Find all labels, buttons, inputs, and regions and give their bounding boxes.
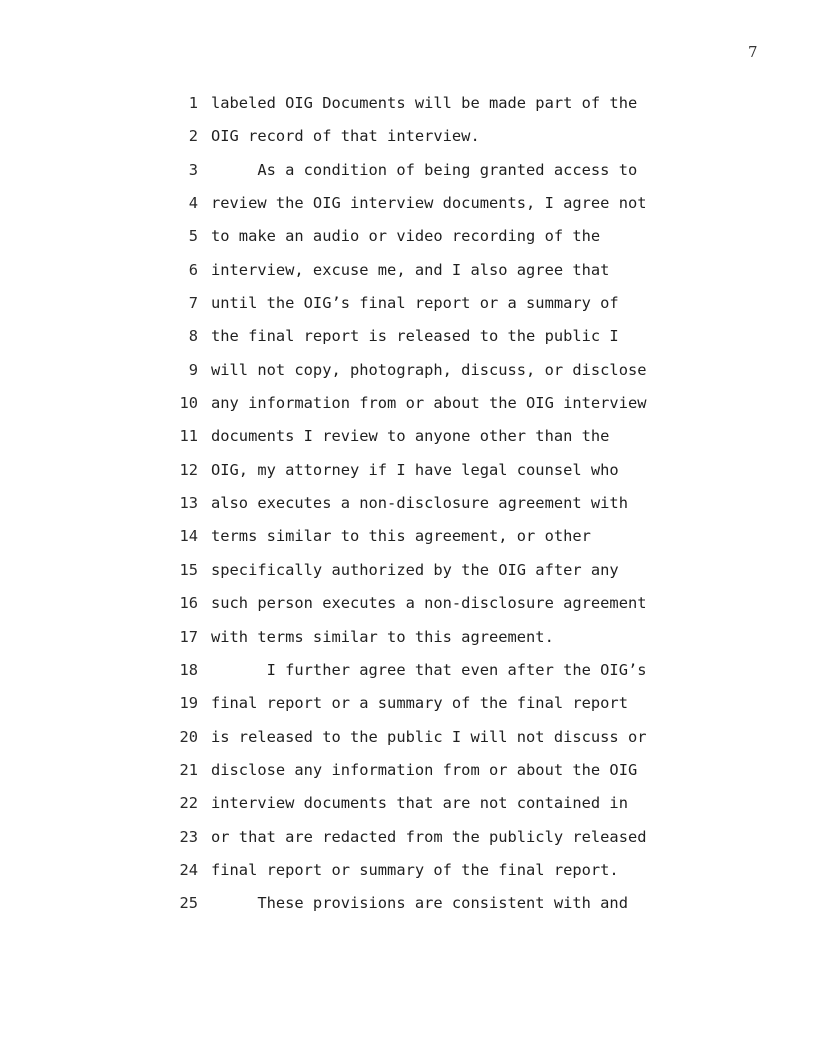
line-number: 1: [188, 94, 198, 112]
line-number: 6: [188, 260, 198, 279]
transcript-line: [174, 854, 694, 887]
line-text: As a condition of being granted access to: [211, 160, 638, 179]
transcript-line: [174, 87, 694, 120]
line-number: 22: [179, 794, 198, 813]
transcript-line: [174, 220, 694, 253]
transcript-line: [174, 387, 694, 420]
line-number: 12: [179, 460, 198, 479]
line-number: 20: [179, 727, 198, 746]
line-number: 14: [179, 527, 198, 546]
line-number: 8: [188, 327, 198, 346]
line-text: such person executes a non-disclosure agreement: [211, 594, 647, 613]
line-text: will not copy, photograph, discuss, or disclose: [211, 360, 647, 379]
transcript-body: [174, 87, 694, 921]
line-text: OIG, my attorney if I have legal counsel who: [211, 460, 619, 479]
line-number: 10: [179, 394, 198, 413]
line-text: or that are redacted from the publicly released: [211, 827, 647, 846]
transcript-line: [174, 420, 694, 453]
transcript-line: [174, 187, 694, 220]
transcript-line: [174, 487, 694, 520]
line-number: 21: [179, 760, 198, 779]
transcript-line: [174, 520, 694, 553]
line-text: any information from or about the OIG interview: [211, 394, 647, 413]
line-text: interview, excuse me, and I also agree that: [211, 260, 610, 279]
line-text: terms similar to this agreement, or other: [211, 527, 591, 546]
transcript-line: [174, 554, 694, 587]
transcript-line: [174, 721, 694, 754]
line-number: 2: [188, 127, 198, 146]
line-number: 24: [179, 860, 198, 879]
transcript-line: [174, 120, 694, 153]
line-text: final report or summary of the final report.: [211, 860, 619, 879]
line-text: OIG record of that interview.: [211, 127, 480, 146]
line-text: interview documents that are not contained in: [211, 794, 628, 813]
line-text: labeled OIG Documents will be made part of the: [211, 94, 638, 112]
line-text: until the OIG’s final report or a summary of: [211, 294, 619, 313]
line-text: I further agree that even after the OIG’s: [211, 660, 647, 679]
line-text: specifically authorized by the OIG after any: [211, 560, 619, 579]
transcript-line: [174, 454, 694, 487]
line-number: 25: [179, 894, 198, 913]
line-number: 9: [188, 360, 198, 379]
transcript-line: [174, 587, 694, 620]
line-text: documents I review to anyone other than the: [211, 427, 610, 446]
line-text: is released to the public I will not discuss or: [211, 727, 647, 746]
line-number: 7: [188, 294, 198, 313]
line-number: 19: [179, 694, 198, 713]
line-number: 18: [179, 660, 198, 679]
transcript-line: [174, 687, 694, 720]
transcript-line: [174, 821, 694, 854]
transcript-line: [174, 754, 694, 787]
transcript-line: [174, 354, 694, 387]
transcript-line: [174, 621, 694, 654]
line-text: final report or a summary of the final report: [211, 694, 628, 713]
line-number: 5: [188, 227, 198, 246]
line-number: 11: [179, 427, 198, 446]
line-number: 13: [179, 494, 198, 513]
transcript-line: [174, 887, 694, 920]
line-number: 4: [188, 194, 198, 213]
line-text: These provisions are consistent with and: [211, 894, 628, 913]
line-number: 23: [179, 827, 198, 846]
transcript-line: [174, 654, 694, 687]
line-text: the final report is released to the public I: [211, 327, 619, 346]
line-number: 17: [179, 627, 198, 646]
line-text: to make an audio or video recording of the: [211, 227, 601, 246]
page-number: 7: [748, 43, 758, 61]
line-text: disclose any information from or about the OIG: [211, 760, 638, 779]
line-number: 3: [188, 160, 198, 179]
line-number: 15: [179, 560, 198, 579]
transcript-line: [174, 254, 694, 287]
transcript-line: [174, 287, 694, 320]
line-number: 16: [179, 594, 198, 613]
transcript-line: [174, 154, 694, 187]
transcript-line: [174, 787, 694, 820]
transcript-line: [174, 320, 694, 353]
line-text: also executes a non-disclosure agreement with: [211, 494, 628, 513]
line-text: with terms similar to this agreement.: [211, 627, 554, 646]
line-text: review the OIG interview documents, I agree not: [211, 194, 647, 213]
